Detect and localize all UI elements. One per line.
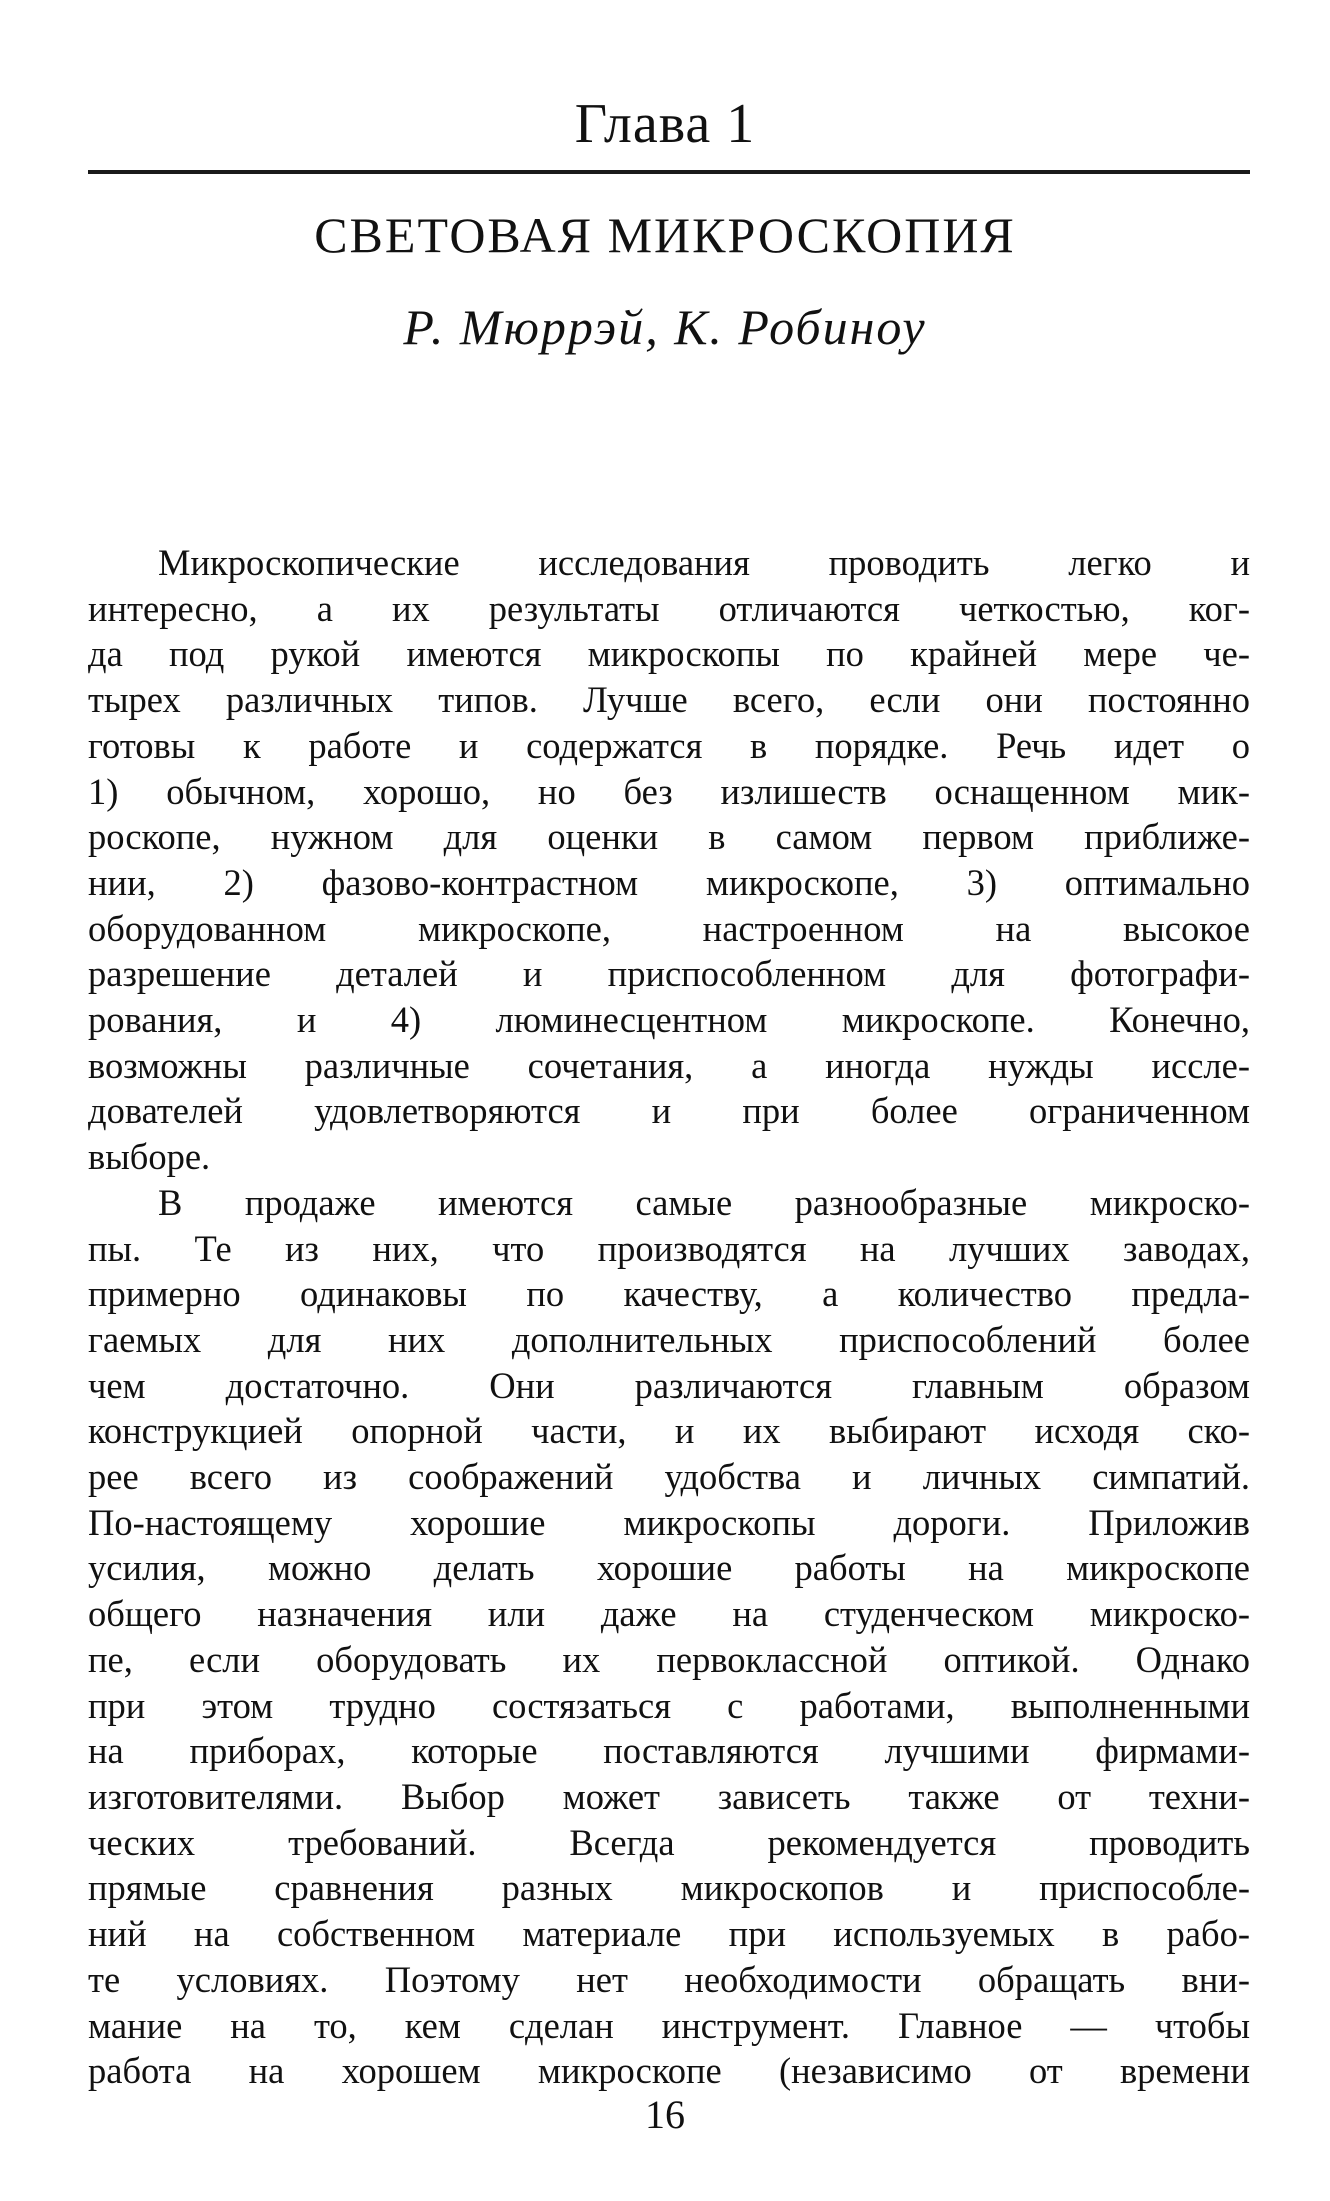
chapter-authors: Р. Мюррэй, К. Робиноу <box>403 299 927 355</box>
text-line: ний на собственном материале при используемых в рабо- <box>88 1913 1250 1955</box>
body-text <box>88 540 1250 2094</box>
text-line: тырех различных типов. Лучше всего, если они постоянно <box>88 679 1250 721</box>
text-line: пы. Те из них, что производятся на лучших заводах, <box>88 1227 1250 1269</box>
text-line: гаемых для них дополнительных приспособлений более <box>88 1318 1250 1360</box>
text-line: В продаже имеются самые разнообразные микроско- <box>158 1181 1250 1223</box>
text-line: прямые сравнения разных микроскопов и приспособле- <box>88 1867 1250 1909</box>
chapter-heading: Глава 1 <box>574 93 756 155</box>
text-line: те условиях. Поэтому нет необходимости обращать вни- <box>88 1958 1250 2000</box>
text-line: возможны различные сочетания, а иногда нужды иссле- <box>88 1044 1250 1086</box>
text-line: выборе. <box>88 1136 211 1178</box>
text-line: пе, если оборудовать их первоклассной оптикой. Однако <box>88 1638 1250 1680</box>
text-line: готовы к работе и содержатся в порядке. Речь идет о <box>88 724 1250 766</box>
text-line: конструкцией опорной части, и их выбирают исходя ско- <box>88 1410 1250 1452</box>
text-line: дователей удовлетворяются и при более ограниченном <box>88 1090 1250 1132</box>
chapter-title: СВЕТОВАЯ МИКРОСКОПИЯ <box>314 207 1016 263</box>
text-line: 1) обычном, хорошо, но без излишеств оснащенном мик- <box>88 770 1250 812</box>
text-line: чем достаточно. Они различаются главным образом <box>88 1364 1250 1406</box>
text-line: работа на хорошем микроскопе (независимо от времени <box>88 2050 1250 2092</box>
paragraph <box>88 1180 1250 2094</box>
text-line: интересно, а их результаты отличаются четкостью, ког- <box>88 587 1250 629</box>
text-line: да под рукой имеются микроскопы по крайней мере че- <box>88 633 1250 675</box>
text-line: ческих требований. Всегда рекомендуется проводить <box>88 1821 1250 1863</box>
page-number: 16 <box>645 2092 685 2137</box>
text-line: По-настоящему хорошие микроскопы дороги. Приложив <box>88 1501 1250 1543</box>
text-line: мание на то, кем сделан инструмент. Главное — чтобы <box>88 2004 1250 2046</box>
heading-rule <box>88 170 1250 174</box>
text-line: разрешение деталей и приспособленном для фотографи- <box>88 953 1250 995</box>
paragraph <box>88 540 1250 1180</box>
text-line: общего назначения или даже на студенческом микроско- <box>88 1593 1250 1635</box>
text-line: рее всего из соображений удобства и личных симпатий. <box>88 1456 1250 1498</box>
text-line: усилия, можно делать хорошие работы на микроскопе <box>88 1547 1250 1589</box>
text-line: рования, и 4) люминесцентном микроскопе. Конечно, <box>88 999 1250 1041</box>
text-line: оборудованном микроскопе, настроенном на высокое <box>88 907 1250 949</box>
text-line: Микроскопические исследования проводить легко и <box>158 542 1250 583</box>
text-line: нии, 2) фазово-контрастном микроскопе, 3) оптимально <box>88 861 1250 903</box>
text-line: на приборах, которые поставляются лучшими фирмами- <box>88 1730 1250 1772</box>
text-line: примерно одинаковы по качеству, а количество предла- <box>88 1273 1250 1315</box>
text-line: изготовителями. Выбор может зависеть также от техни- <box>88 1775 1250 1817</box>
text-line: роскопе, нужном для оценки в самом первом приближе- <box>88 816 1250 858</box>
text-line: при этом трудно состязаться с работами, выполненными <box>88 1684 1250 1726</box>
